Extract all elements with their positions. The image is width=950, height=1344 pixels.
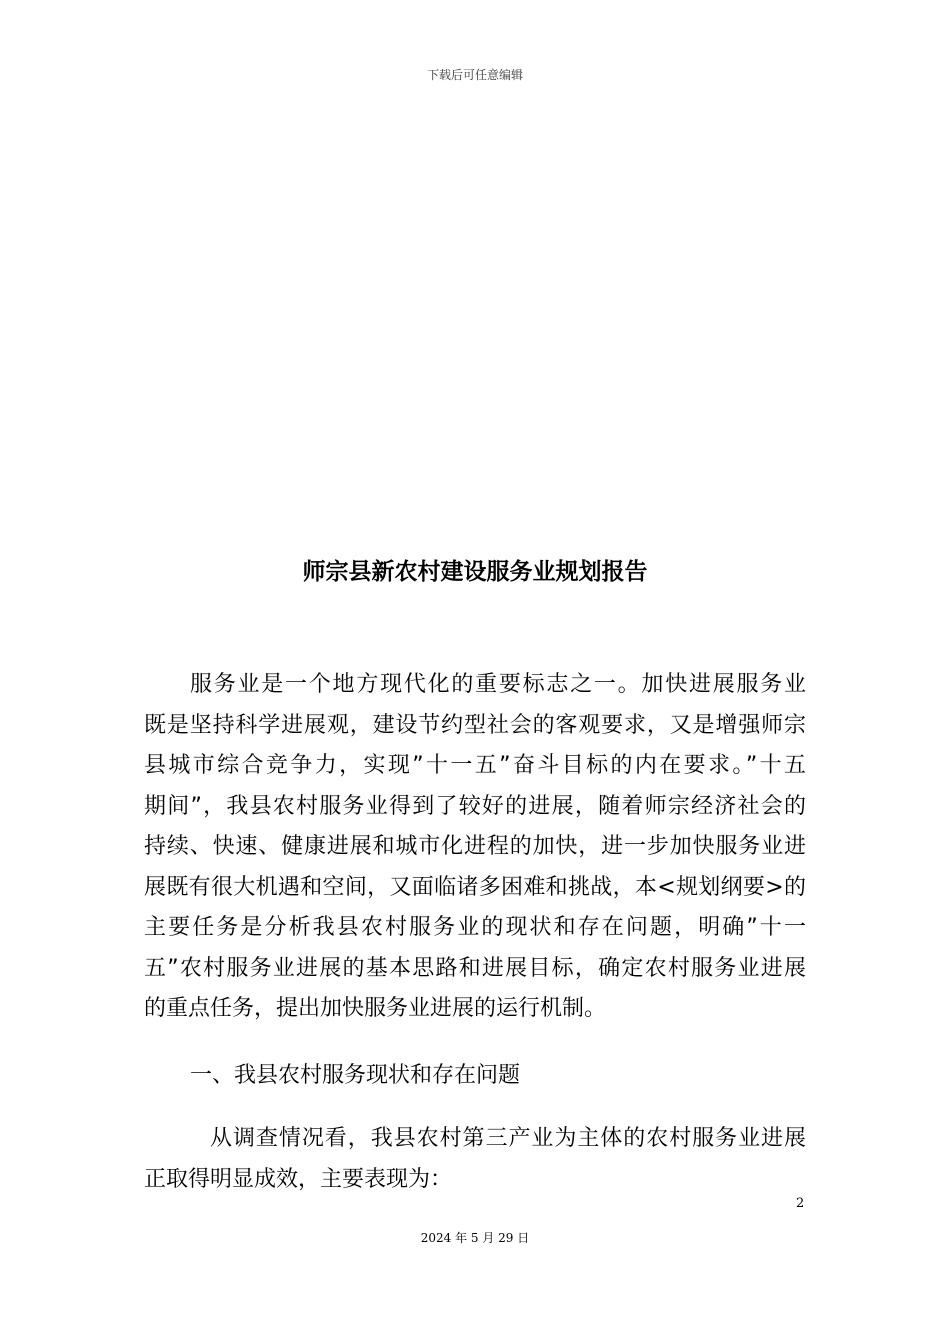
paragraph-line: 持续、快速、健康进展和城市化进程的加快，进一步加快服务业进 xyxy=(144,834,806,859)
page-number: 2 xyxy=(796,1196,805,1211)
paragraph-line: 正取得明显成效，主要表现为： xyxy=(144,1166,453,1192)
paragraph-line: 展既有很大机遇和空间，又面临诸多困难和挑战，本<规划纲要>的 xyxy=(144,874,806,900)
paragraph-line: 既是坚持科学进展观，建设节约型社会的客观要求，又是增强师宗 xyxy=(144,712,806,738)
paragraph-line: 的重点任务，提出加快服务业进展的运行机制。 xyxy=(144,996,607,1021)
header-note: 下载后可任意编辑 xyxy=(426,68,523,82)
paragraph-line: 服务业是一个地方现代化的重要标志之一。加快进展服务业 xyxy=(190,672,806,697)
paragraph-line: 主要任务是分析我县农村服务业的现状和存在问题，明确”十一 xyxy=(144,915,806,940)
section-heading: 一、我县农村服务现状和存在问题 xyxy=(190,1063,521,1088)
paragraph-line: 期间”，我县农村服务业得到了较好的进展，随着师宗经济社会的 xyxy=(144,793,806,819)
intro-paragraph xyxy=(144,665,806,1030)
paragraph-line: 从调查情况看，我县农村第三产业为主体的农村服务业进展 xyxy=(210,1126,806,1151)
footer-date: 2024 年 5 月 29 日 xyxy=(420,1231,530,1245)
paragraph-line: 五”农村服务业进展的基本思路和进展目标，确定农村服务业进展 xyxy=(144,955,806,981)
document-title: 师宗县新农村建设服务业规划报告 xyxy=(302,559,648,585)
survey-paragraph xyxy=(144,1119,806,1200)
paragraph-line: 县城市综合竞争力，实现”十一五”奋斗目标的内在要求。”十五 xyxy=(144,753,806,778)
